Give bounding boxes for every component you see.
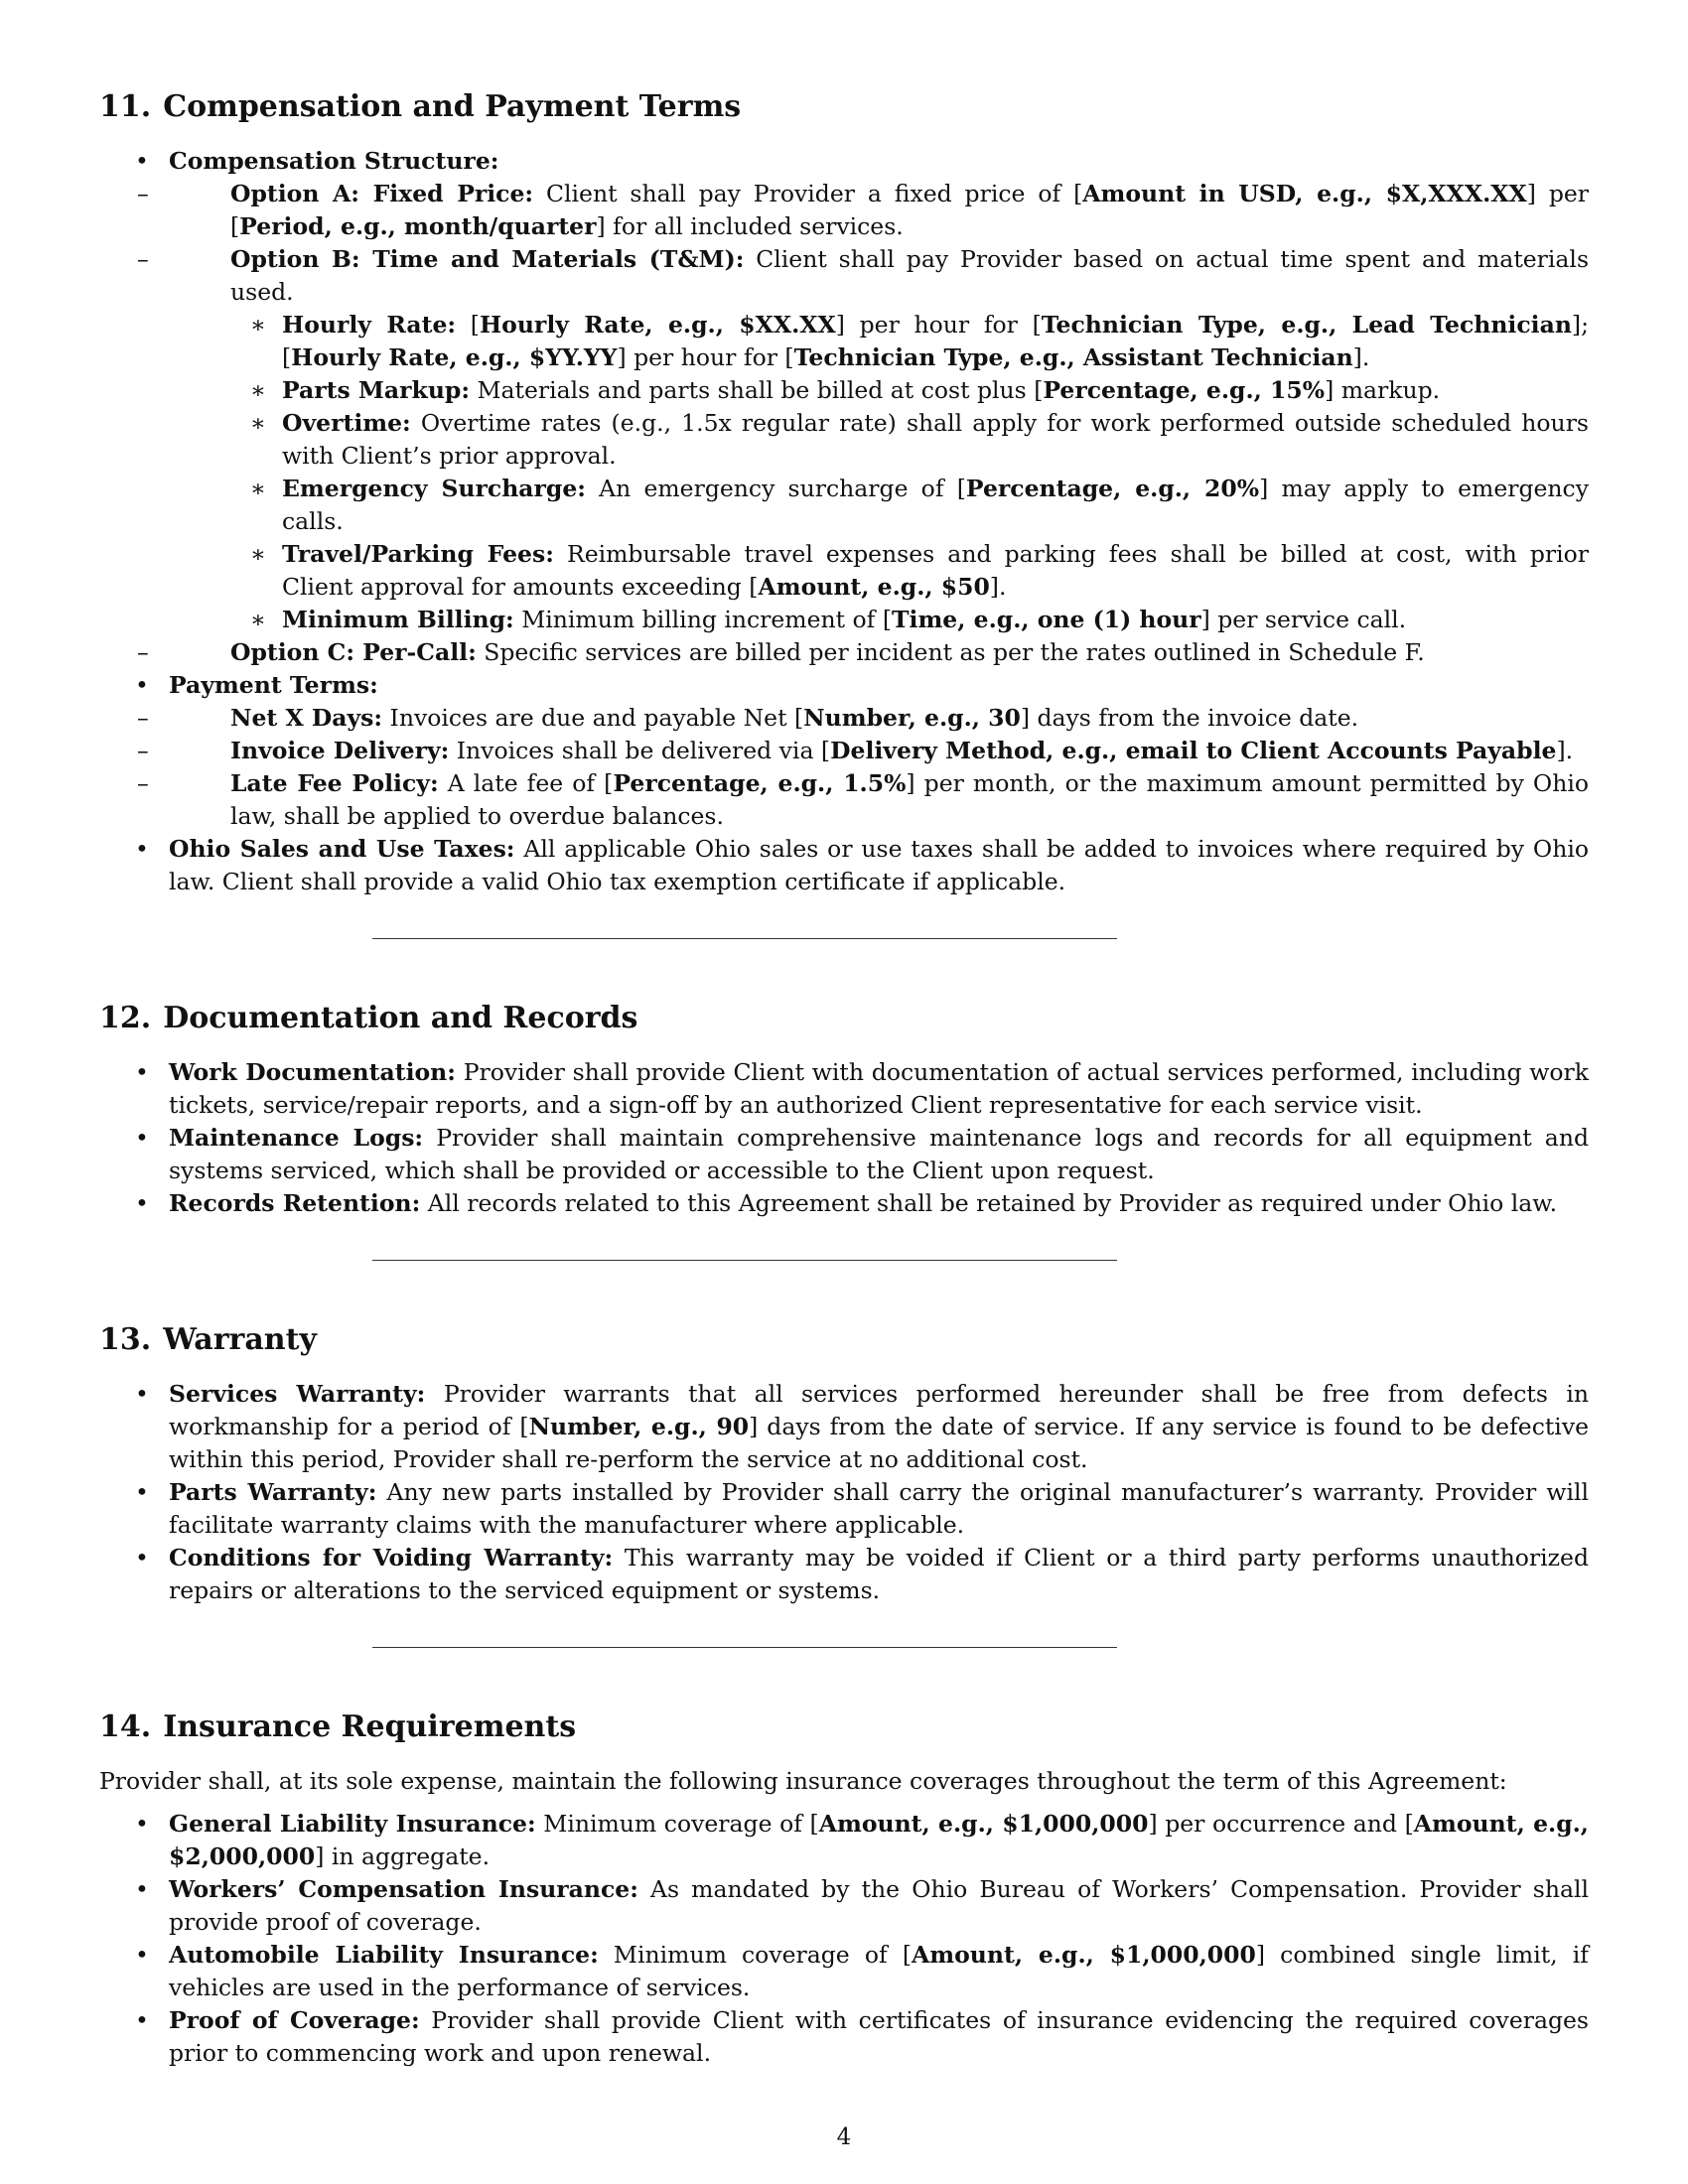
section-13-heading: 13. Warranty (99, 1322, 317, 1357)
section-12-heading: 12. Documentation and Records (99, 1001, 638, 1035)
list-item: • Payment Terms: – Net X Days: Invoices are due and payable Net [Number, e.g., 30] days from the invoice date. – Invoice Delivery: Invoices shall be delivered via [Delivery Method, e.g., email to Client Accounts Payable]. – Late Fee Policy: A late fee of [Percentage, e.g., 1.5%] per month, or the maximum amount permitted by Ohio law, shall be applied to overdue balances. (99, 669, 1589, 833)
list-item: ∗ Travel/Parking Fees: Reimbursable travel expenses and parking fees shall be billed at cost, with prior Client approval for amounts exceeding [Amount, e.g., $50]. (230, 538, 1589, 604)
list-item: – Option A: Fixed Price: Client shall pay Provider a fixed price of [Amount in USD, e.g., $X,XXX.XX] per [Period, e.g., month/quarter] for all included services. (107, 178, 1589, 243)
list-item: • Ohio Sales and Use Taxes: All applicable Ohio sales or use taxes shall be added to invoices where required by Ohio law. Client shall provide a valid Ohio tax exemption certificate if applicable. (99, 833, 1589, 898)
list-item: • Work Documentation: Provider shall provide Client with documentation of actual services performed, including work tickets, service/repair reports, and a sign-off by an authorized Client representative for each service visit. (99, 1056, 1589, 1122)
section-13-list (99, 1378, 1589, 1607)
section-divider (372, 1260, 1117, 1261)
document-page (99, 89, 1589, 2070)
page-number: 4 (836, 2124, 852, 2150)
list-item: • Conditions for Voiding Warranty: This warranty may be voided if Client or a third party performs unauthorized repairs or alterations to the serviced equipment or systems. (99, 1542, 1589, 1607)
section-divider (372, 1647, 1117, 1648)
section-14-list (99, 1808, 1589, 2070)
section-11-heading: 11. Compensation and Payment Terms (99, 89, 742, 124)
list-item: ∗ Emergency Surcharge: An emergency surcharge of [Percentage, e.g., 20%] may apply to emergency calls. (230, 473, 1589, 538)
list-item: • Parts Warranty: Any new parts installed by Provider shall carry the original manufacturer’s warranty. Provider will facilitate warranty claims with the manufacturer where applicable. (99, 1476, 1589, 1542)
list-item: • Workers’ Compensation Insurance: As mandated by the Ohio Bureau of Workers’ Compensation. Provider shall provide proof of coverage. (99, 1873, 1589, 1939)
list-item: – Invoice Delivery: Invoices shall be delivered via [Delivery Method, e.g., email to Client Accounts Payable]. (107, 735, 1589, 767)
list-item: ∗ Minimum Billing: Minimum billing increment of [Time, e.g., one (1) hour] per service call. (230, 604, 1589, 636)
list-item: • Proof of Coverage: Provider shall provide Client with certificates of insurance evidencing the required coverages prior to commencing work and upon renewal. (99, 2004, 1589, 2070)
list-item: ∗ Parts Markup: Materials and parts shall be billed at cost plus [Percentage, e.g., 15%] markup. (230, 374, 1589, 407)
section-14-heading: 14. Insurance Requirements (99, 1709, 577, 1744)
section-14-intro: Provider shall, at its sole expense, maintain the following insurance coverages throughout the term of this Agreement: (99, 1767, 1507, 1795)
list-item: – Option B: Time and Materials (T&M): Client shall pay Provider based on actual time spent and materials used. ∗ Hourly Rate: [Hourly Rate, e.g., $XX.XX] per hour for [Technician Type, e.g., Lead Technician]; [Hourly Rate, e.g., $YY.YY] per hour for [Technician Type, e.g., Assistant Technician]. ∗ Parts Markup: Materials and parts shall be billed at cost plus [Percentage, e.g., 15%] markup. ∗ Overtime: Overtime rates (e.g., 1.5x regular rate) shall apply for work performed outside scheduled hours with Client’s prior approval. ∗ Emergency Surcharge: An emergency surcharge of [Percentage, e.g., 20%] may apply to emergency calls. ∗ Travel/Parking Fees: Reimbursable travel expenses and parking fees shall be billed at cost, with prior Client approval for amounts exceeding [Amount, e.g., $50]. ∗ Minimum Billing: Minimum billing increment of [Time, e.g., one (1) hour] per service call. (107, 243, 1589, 636)
section-divider (372, 938, 1117, 939)
list-item: • General Liability Insurance: Minimum coverage of [Amount, e.g., $1,000,000] per occurrence and [Amount, e.g., $2,000,000] in aggregate. (99, 1808, 1589, 1873)
section-12-list (99, 1056, 1589, 1220)
list-item: • Records Retention: All records related to this Agreement shall be retained by Provider as required under Ohio law. (99, 1187, 1589, 1220)
list-item: • Maintenance Logs: Provider shall maintain comprehensive maintenance logs and records for all equipment and systems serviced, which shall be provided or accessible to the Client upon request. (99, 1122, 1589, 1187)
list-item: ∗ Overtime: Overtime rates (e.g., 1.5x regular rate) shall apply for work performed outside scheduled hours with Client’s prior approval. (230, 407, 1589, 473)
list-item: – Option C: Per-Call: Specific services are billed per incident as per the rates outlined in Schedule F. (107, 636, 1589, 669)
list-item: ∗ Hourly Rate: [Hourly Rate, e.g., $XX.XX] per hour for [Technician Type, e.g., Lead Technician]; [Hourly Rate, e.g., $YY.YY] per hour for [Technician Type, e.g., Assistant Technician]. (230, 309, 1589, 374)
list-item: • Services Warranty: Provider warrants that all services performed hereunder shall be free from defects in workmanship for a period of [Number, e.g., 90] days from the date of service. If any service is found to be defective within this period, Provider shall re-perform the service at no additional cost. (99, 1378, 1589, 1476)
list-item: • Compensation Structure: – Option A: Fixed Price: Client shall pay Provider a fixed price of [Amount in USD, e.g., $X,XXX.XX] per [Period, e.g., month/quarter] for all included services. – Option B: Time and Materials (T&M): Client shall pay Provider based on actual time spent and materials used. ∗ Hourly Rate: [Hourly Rate, e.g., $XX.XX] per hour for [Technician Type, e.g., Lead Technician]; [Hourly Rate, e.g., $YY.YY] per hour for [Technician Type, e.g., Assistant Technician]. ∗ Parts Markup: Materials and parts shall be billed at cost plus [Percentage, e.g., 15%] markup. ∗ Overtime: Overtime rates (e.g., 1.5x regular rate) shall apply for work performed outside scheduled hours with Client’s prior approval. ∗ Emergency Surcharge: An emergency surcharge of [Percentage, e.g., 20%] may apply to emergency calls. ∗ Travel/Parking Fees: Reimbursable travel expenses and parking fees shall be billed at cost, with prior Client approval for amounts exceeding [Amount, e.g., $50]. ∗ Minimum Billing: Minimum billing increment of [Time, e.g., one (1) hour] per service call. – Option C: Per-Call: Specific services are billed per incident as per the rates outlined in Schedule F. (99, 145, 1589, 669)
list-item: – Net X Days: Invoices are due and payable Net [Number, e.g., 30] days from the invoice date. (107, 702, 1589, 735)
list-item: – Late Fee Policy: A late fee of [Percentage, e.g., 1.5%] per month, or the maximum amount permitted by Ohio law, shall be applied to overdue balances. (107, 767, 1589, 833)
list-item: • Automobile Liability Insurance: Minimum coverage of [Amount, e.g., $1,000,000] combined single limit, if vehicles are used in the performance of services. (99, 1939, 1589, 2004)
section-11-list (99, 145, 1589, 898)
